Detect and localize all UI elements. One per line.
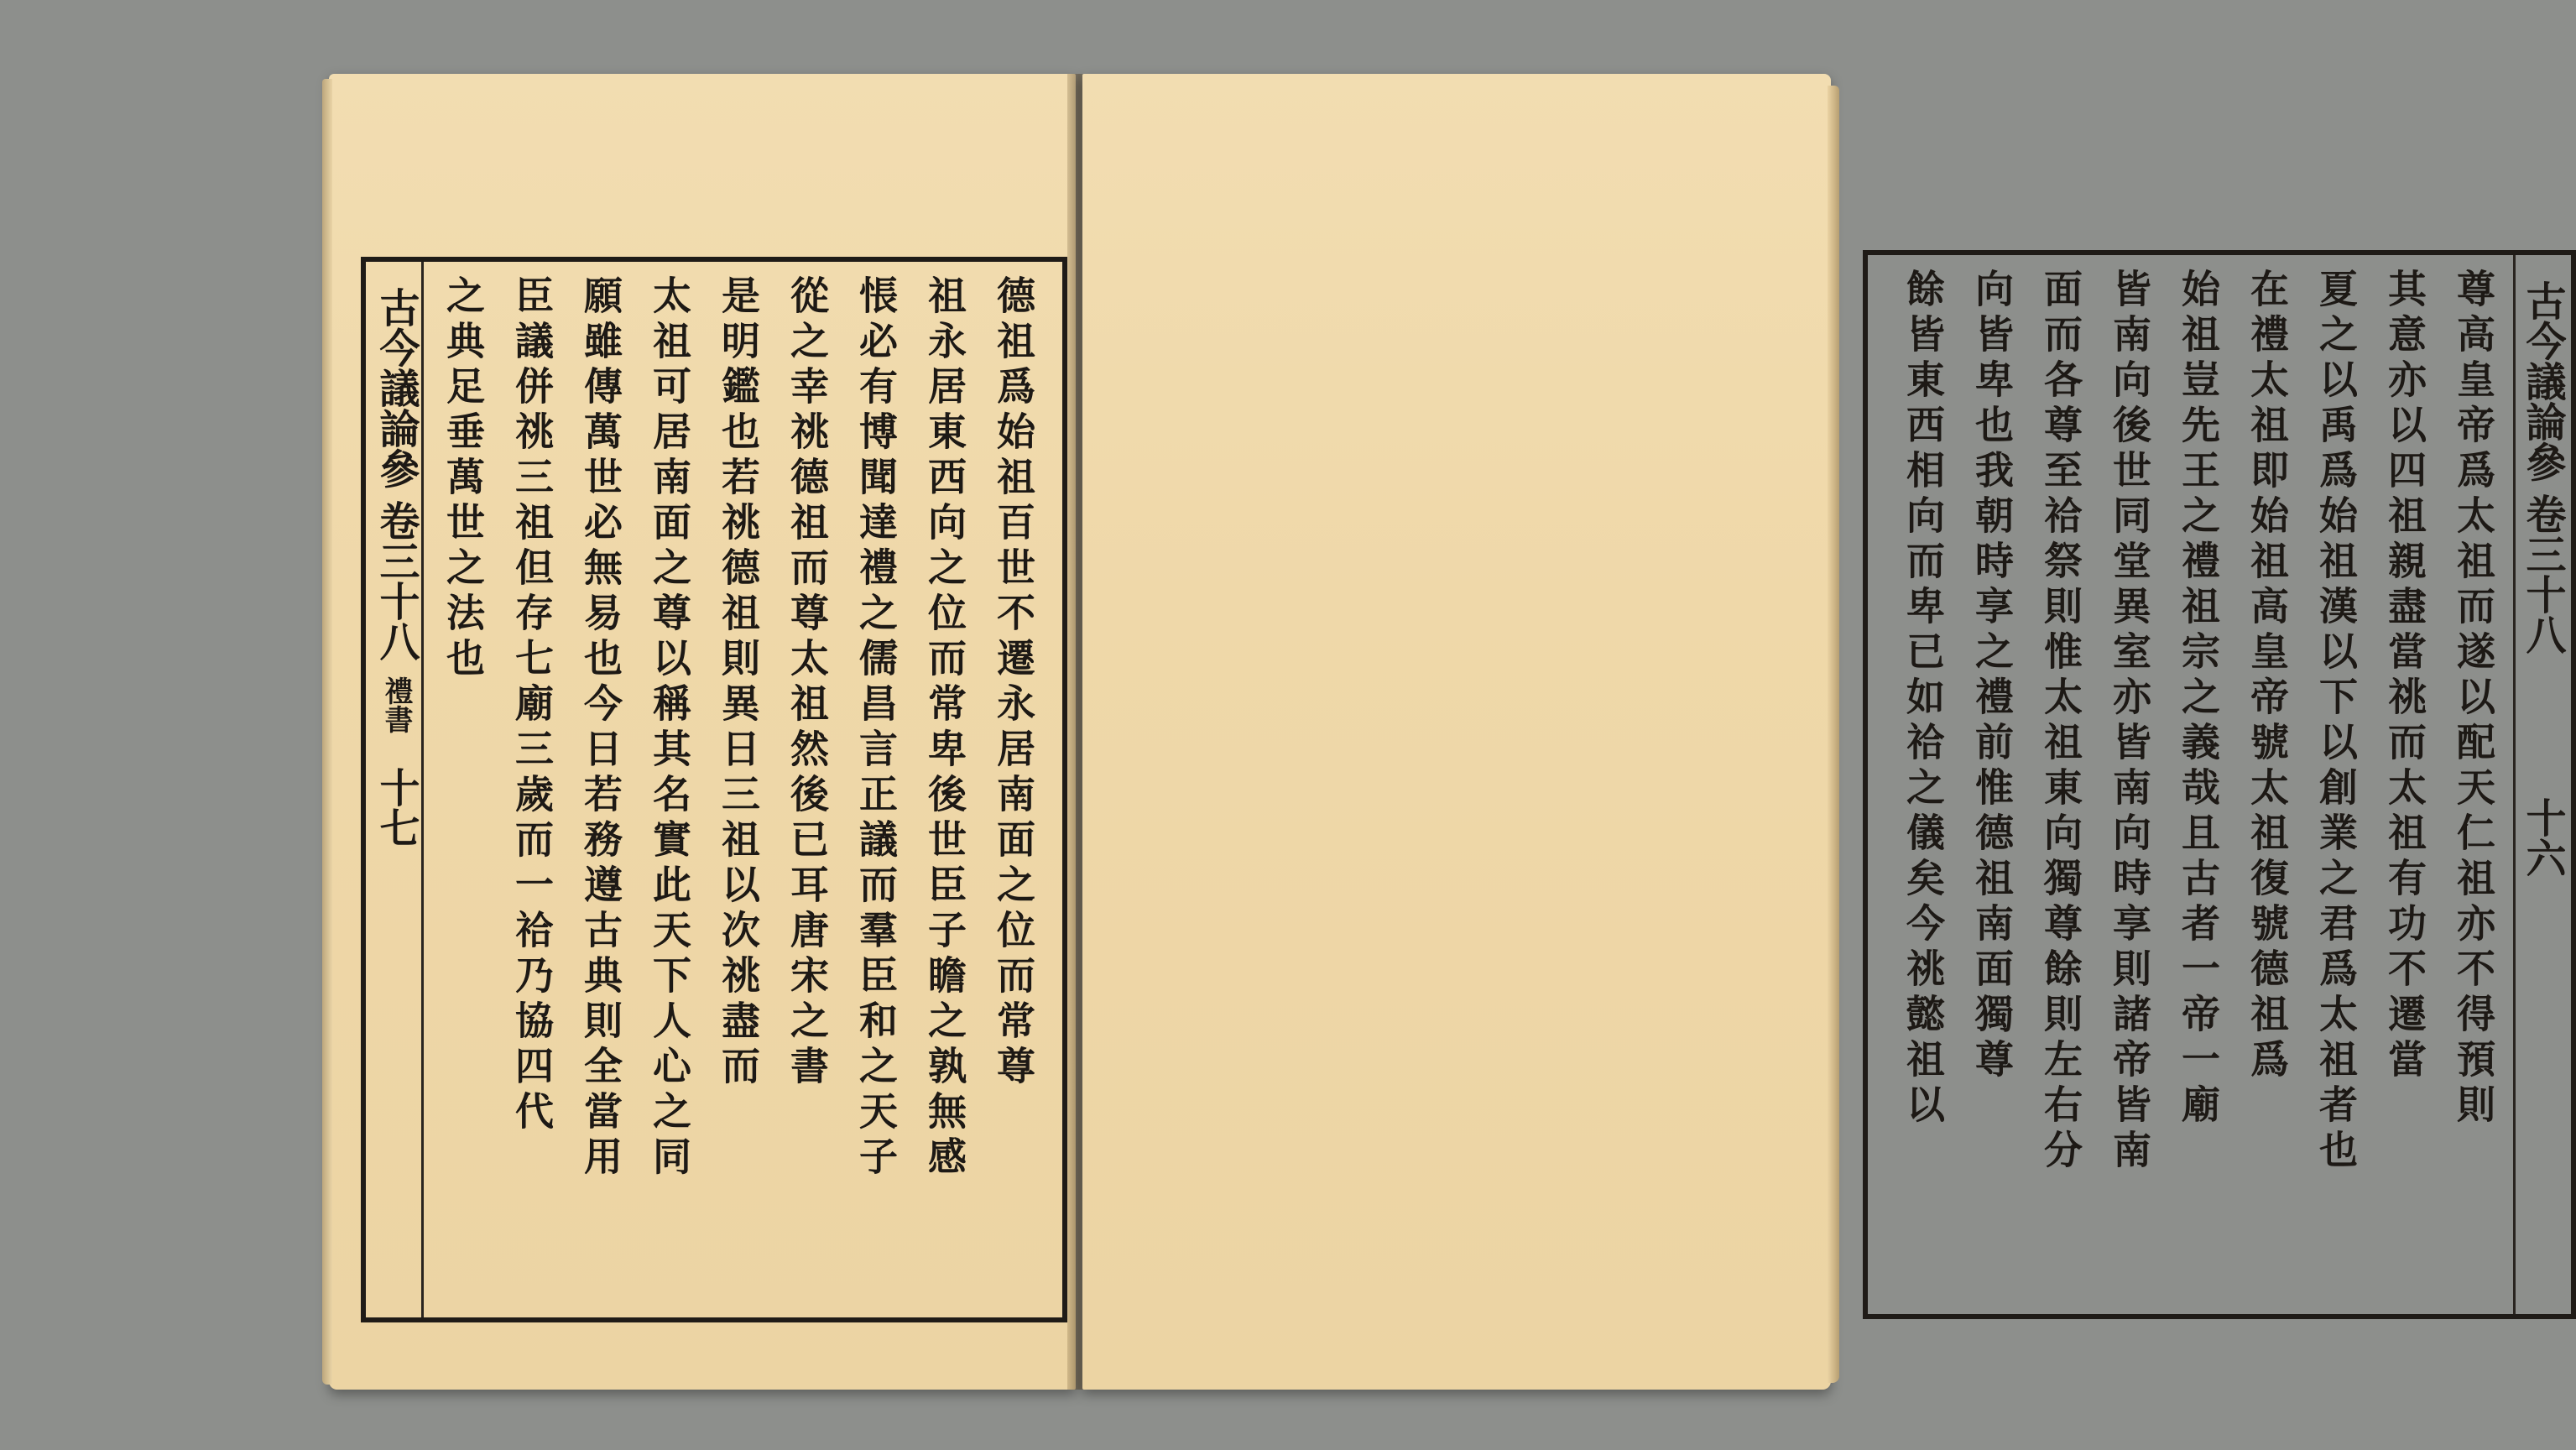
left-page-column	[505, 275, 559, 1136]
left-section: 禮書	[379, 676, 413, 733]
right-page-column-text: 面而各尊至祫祭則惟太祖東向獨尊餘則左右分	[2038, 269, 2083, 1175]
right-page-column-text: 皆南向後世同堂異室亦皆南向時享則諸帝皆南	[2107, 269, 2152, 1175]
left-page-column-text: 之典足垂萬世之法也	[441, 275, 486, 683]
margin-rule	[421, 262, 424, 1317]
margin-rule	[2513, 255, 2516, 1314]
right-page-column-text: 始祖豈先王之禮祖宗之義哉且古者一帝一廟	[2176, 269, 2221, 1129]
left-page-column	[436, 275, 490, 683]
right-page-column	[2034, 269, 2088, 1175]
left-page-column-text: 祖永居東西向之位而常卑後世臣子瞻之孰無感	[922, 275, 967, 1181]
left-page-column-text: 太祖可居南面之尊以稱其名實此天下人心之同	[647, 275, 692, 1181]
right-margin-title	[2517, 280, 2568, 878]
right-volume: 卷三十八	[2519, 493, 2566, 655]
right-header: 古今議論參	[2519, 280, 2566, 482]
right-page-column-text: 其意亦以四祖親盡當祧而太祖有功不遷當	[2382, 269, 2427, 1084]
right-page-column	[2378, 269, 2432, 1084]
right-page-column	[2172, 269, 2225, 1129]
left-page-column-text: 臣議併祧三祖但存七廟三歲而一祫乃協四代	[509, 275, 555, 1136]
right-page-edge	[1828, 86, 1839, 1383]
right-page-column-text: 在禮太祖即始祖高皇帝號太祖復號德祖爲	[2245, 269, 2290, 1084]
right-folio: 十六	[2519, 797, 2566, 878]
left-page-column	[849, 275, 903, 1181]
left-margin-title	[371, 287, 421, 848]
right-page-column	[2309, 269, 2363, 1175]
right-page-column-text: 餘皆東西相向而卑已如祫之儀矣今祧懿祖以	[1901, 269, 1946, 1129]
left-volume: 卷三十八	[373, 500, 420, 661]
right-page-column	[1896, 269, 1950, 1129]
right-text-frame	[1863, 250, 2576, 1319]
open-book	[329, 74, 2566, 1390]
left-page-edge	[322, 79, 332, 1385]
left-page-column-text: 德祖爲始祖百世不遷永居南面之位而常尊	[991, 275, 1036, 1091]
right-page-column	[2240, 269, 2294, 1084]
left-page-column	[574, 275, 628, 1181]
right-page-column	[2103, 269, 2156, 1175]
left-page-column	[712, 275, 765, 1091]
right-page-column	[1965, 269, 2019, 1084]
left-page-column	[918, 275, 972, 1181]
left-folio: 十七	[373, 767, 420, 848]
right-page-column	[2447, 269, 2500, 1129]
right-page	[1082, 74, 2566, 1390]
left-page	[329, 74, 1076, 1390]
right-page-column-text: 尊高皇帝爲太祖而遂以配天仁祖亦不得預則	[2451, 269, 2496, 1129]
left-page-column-text: 從之幸祧德祖而尊太祖然後已耳唐宋之書	[785, 275, 830, 1091]
left-page-column	[780, 275, 834, 1091]
left-page-column	[643, 275, 696, 1181]
left-text-frame	[361, 257, 1067, 1322]
left-header: 古今議論參	[373, 287, 420, 488]
right-page-column-text: 向皆卑也我朝時享之禮前惟德祖南面獨尊	[1969, 269, 2015, 1084]
left-page-column-text: 願雖傳萬世必無易也今日若務遵古典則全當用	[578, 275, 623, 1181]
right-page-column-text: 夏之以禹爲始祖漢以下以創業之君爲太祖者也	[2313, 269, 2359, 1175]
left-page-column-text: 悵必有博聞達禮之儒昌言正議而羣臣和之天子	[853, 275, 899, 1181]
left-page-column	[987, 275, 1040, 1091]
left-page-column-text: 是明鑑也若祧德祖則異日三祖以次祧盡而	[716, 275, 761, 1091]
